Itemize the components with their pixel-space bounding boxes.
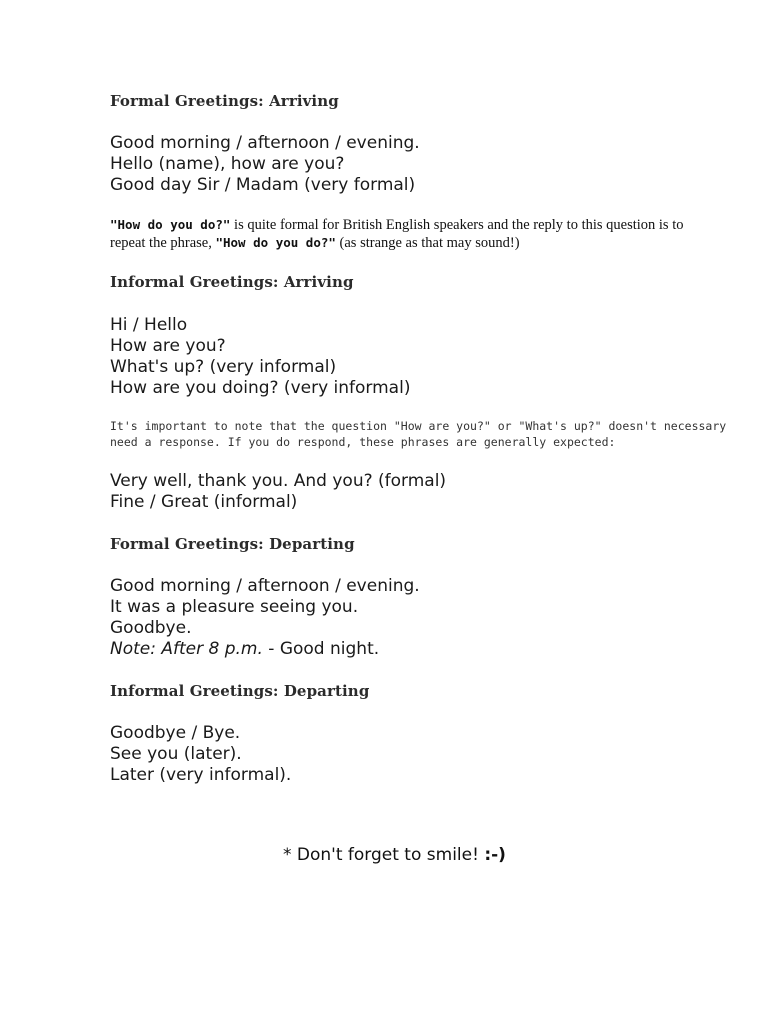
note-how-do-you-do xyxy=(110,216,720,252)
phrases-formal-arriving xyxy=(110,133,420,196)
note-italic: Note: After 8 p.m. xyxy=(110,639,263,659)
note-text-2: (as strange as that may sound!) xyxy=(335,235,520,251)
phrase-line: How are you doing? (very informal) xyxy=(110,378,411,398)
phrases-informal-arriving xyxy=(110,315,410,399)
note-response: It's important to note that the question "How are you?" or "What's up?" doesn't necessary need a response. If you do respond, these phrases are generally expected: xyxy=(110,419,727,449)
phrase-line: See you (later). xyxy=(110,744,242,764)
note-quote-2: "How do you do?" xyxy=(215,235,336,250)
phrase-line: Goodbye / Bye. xyxy=(110,723,241,743)
note-rest: - Good night. xyxy=(262,639,380,659)
phrase-line-note xyxy=(110,639,420,660)
response-line: Very well, thank you. And you? (formal) xyxy=(110,471,447,491)
phrase-line: What's up? (very informal) xyxy=(110,357,337,377)
heading-informal-departing: Informal Greetings: Departing xyxy=(110,682,370,700)
phrases-formal-departing xyxy=(110,576,420,660)
response-line: Fine / Great (informal) xyxy=(110,492,298,512)
note-text-1: is quite formal for British English speakers and the reply to this question is to repeat the phrase, xyxy=(110,217,684,251)
heading-formal-departing: Formal Greetings: Departing xyxy=(110,535,355,553)
phrases-informal-departing xyxy=(110,723,291,786)
phrase-line: Hi / Hello xyxy=(110,315,188,335)
smiley-emoticon: :-) xyxy=(484,845,506,865)
phrase-line: How are you? xyxy=(110,336,226,356)
heading-formal-arriving: Formal Greetings: Arriving xyxy=(110,92,339,110)
phrase-line: Later (very informal). xyxy=(110,765,292,785)
phrase-line: It was a pleasure seeing you. xyxy=(110,597,359,617)
phrase-line: Good day Sir / Madam (very formal) xyxy=(110,175,416,195)
responses xyxy=(110,471,446,513)
phrase-line: Good morning / afternoon / evening. xyxy=(110,576,420,596)
heading-informal-arriving: Informal Greetings: Arriving xyxy=(110,273,354,291)
note-quote-1: "How do you do?" xyxy=(110,217,231,232)
smile-reminder xyxy=(283,845,506,865)
phrase-line: Hello (name), how are you? xyxy=(110,154,345,174)
phrase-line: Good morning / afternoon / evening. xyxy=(110,133,420,153)
phrase-line: Goodbye. xyxy=(110,618,192,638)
smile-text: * Don't forget to smile! xyxy=(283,845,485,865)
